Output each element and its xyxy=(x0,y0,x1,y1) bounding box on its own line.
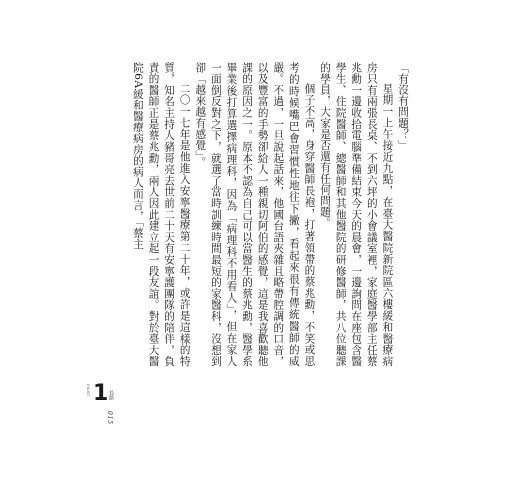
paragraph-2: 個子不高，身穿醫師長袍，打著領帶的蔡兆勳，不笑或思考的時候嘴巴會習慣性地往下撇，看起來很有傳統醫師的威嚴。不過，一旦說起話來，他國台語夾雜且略帶腔調的口音，以及豐富的手勢卻給人一種親切阿伯的感覺，這是我喜歡聽他課的原因之一。原本不認為自己可以當醫生的蔡兆勳，醫學系畢業後打算選擇病理科，因為「病理科不用看人」，但在家人一面倒反對之下，就選了當時訓練時間最短的家醫科，沒想到卻「越來越有感覺」。 xyxy=(194,62,316,367)
paragraph-3: 二〇一七年是他進入安寧醫療第二十年，或許是這樣的特質，知名主持人豬哥亮去世前二十天有安寧護團隊的陪伴，負責的醫師正是蔡兆勳，兩人因此建立起一段友誼。對於臺大醫院6A緩和醫療病房的病人而言，「蔡主 xyxy=(131,62,191,367)
page-number: 015 xyxy=(106,411,113,425)
paragraph-1: 星期一上午接近九點，在臺大醫院新院區六樓緩和醫療病房只有兩張長桌、不到六坪的小會議室裡，家庭醫學部主任蔡兆勳一邊收拾電腦準備結束今天的晨會，一邊詢問在座包含醫學生、住院醫師、總醫師和其他醫院的研修醫師，共八位聽課的學員，大家是否還有任何問題。 xyxy=(319,62,394,367)
page-body-text xyxy=(129,62,410,367)
chapter-marker xyxy=(86,382,120,442)
opening-quote: 「有沒有問題？」 xyxy=(397,62,409,151)
chapter-title: 長路 xyxy=(108,390,114,400)
chapter-number: 1 xyxy=(93,381,109,406)
part-label: PART xyxy=(86,384,91,397)
